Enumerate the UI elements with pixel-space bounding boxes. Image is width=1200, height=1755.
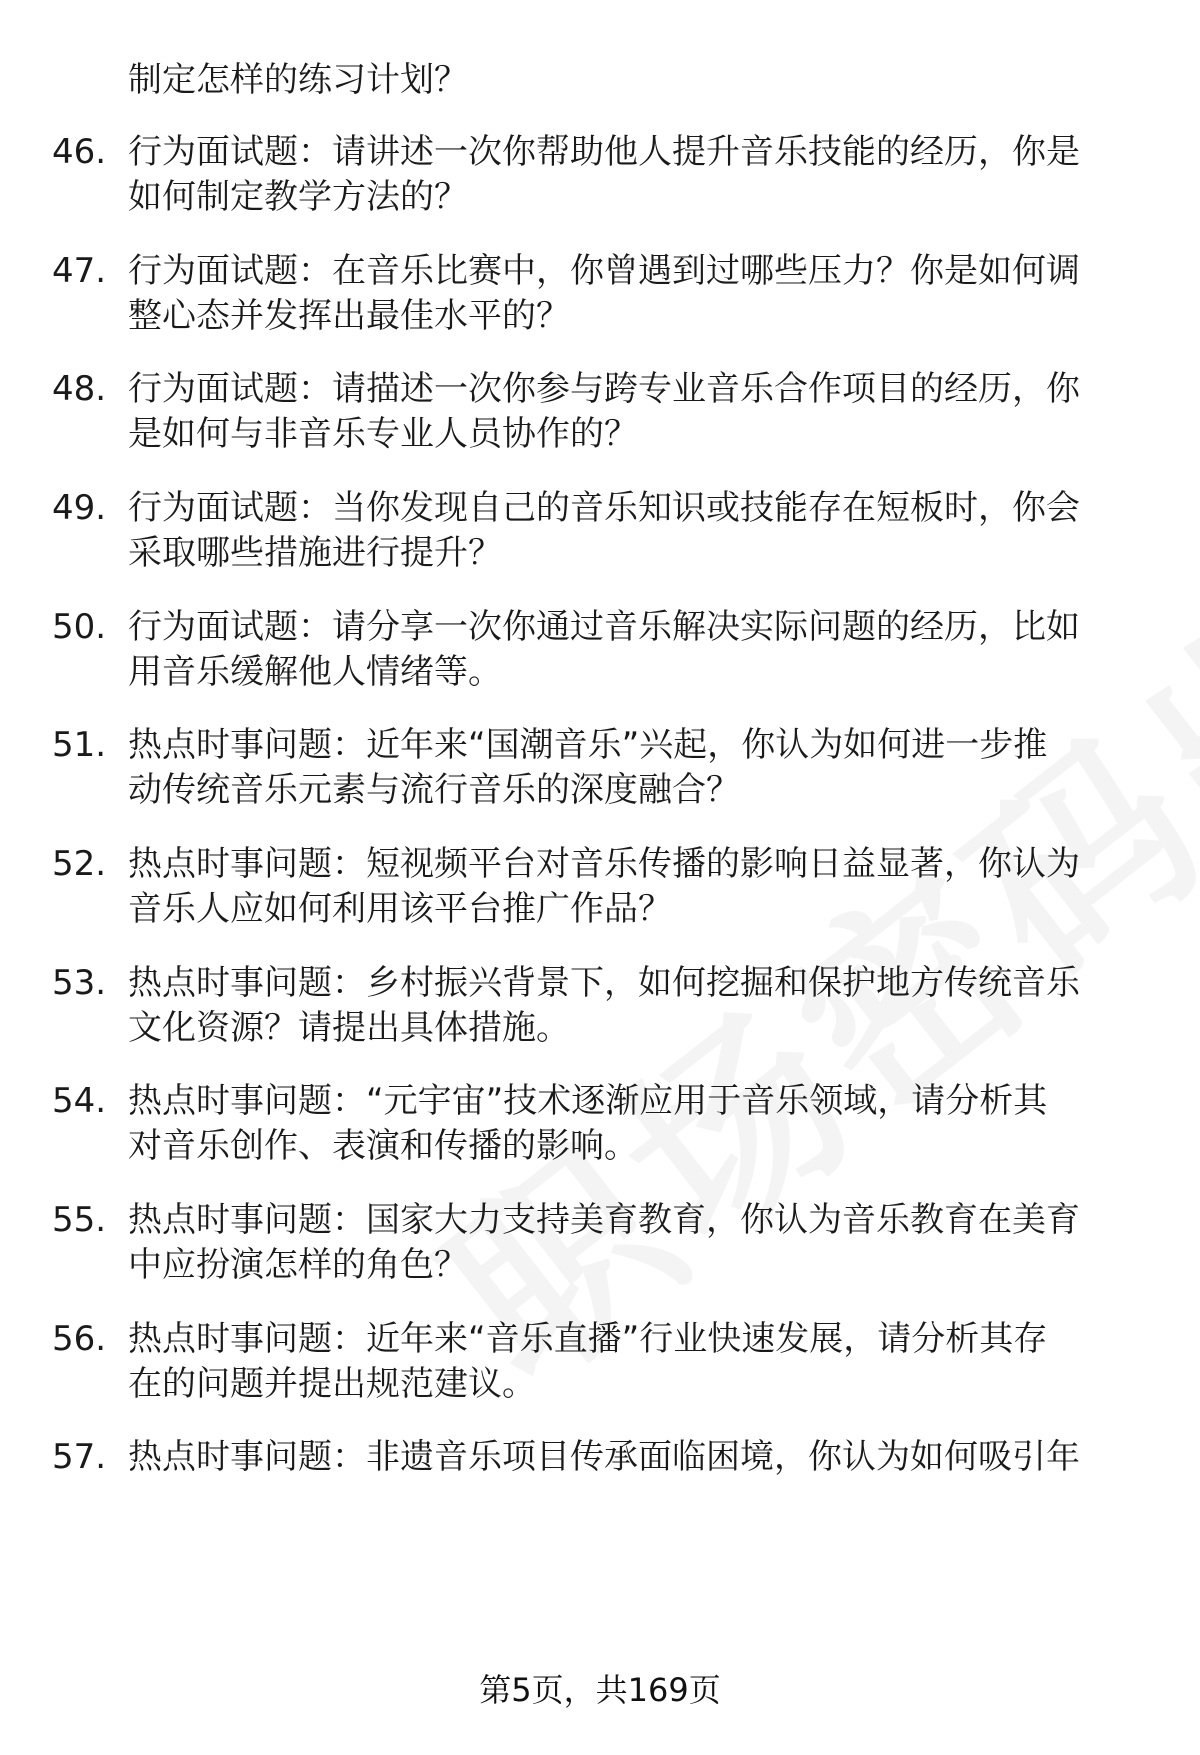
item-number: 56. <box>52 1319 107 1359</box>
item-number: 51. <box>52 725 107 765</box>
item-number: 57. <box>52 1437 107 1477</box>
item-text-line1: 行为面试题：当你发现自己的音乐知识或技能存在短板时，你会 <box>128 488 1080 528</box>
page-footer: 第5页，共169页 <box>479 1671 721 1709</box>
item-text-line2: 动传统音乐元素与流行音乐的深度融合？ <box>128 770 740 810</box>
item-text-line2: 在的问题并提出规范建议。 <box>128 1364 536 1404</box>
item-text-line2: 如何制定教学方法的？ <box>128 177 468 217</box>
item-number: 50. <box>52 607 107 647</box>
item-number: 48. <box>52 369 107 409</box>
item-text-line1: 热点时事问题：近年来“音乐直播”行业快速发展，请分析其存 <box>128 1319 1048 1359</box>
item-text-line2: 是如何与非音乐专业人员协作的？ <box>128 414 638 454</box>
item-number: 52. <box>52 844 107 884</box>
item-text-line2: 音乐人应如何利用该平台推广作品？ <box>128 889 672 929</box>
item-text-line1: 热点时事问题：近年来“国潮音乐”兴起，你认为如何进一步推 <box>128 725 1048 765</box>
item-text-line1: 行为面试题：请描述一次你参与跨专业音乐合作项目的经历，你 <box>128 369 1080 409</box>
item-text-line2: 中应扮演怎样的角色？ <box>128 1245 468 1285</box>
item-text-line1: 行为面试题：请分享一次你通过音乐解决实际问题的经历，比如 <box>128 607 1080 647</box>
item-text-line2: 整心态并发挥出最佳水平的？ <box>128 296 570 336</box>
item-text-line1: 热点时事问题：短视频平台对音乐传播的影响日益显著，你认为 <box>128 844 1080 884</box>
item-number: 46. <box>52 132 107 172</box>
continuation-text: 制定怎样的练习计划？ <box>128 60 468 100</box>
item-text-line1: 热点时事问题：乡村振兴背景下，如何挖掘和保护地方传统音乐 <box>128 963 1080 1003</box>
item-number: 54. <box>52 1081 107 1121</box>
item-number: 55. <box>52 1200 107 1240</box>
item-text-line2: 用音乐缓解他人情绪等。 <box>128 652 502 692</box>
item-text-line1: 行为面试题：请讲述一次你帮助他人提升音乐技能的经历，你是 <box>128 132 1080 172</box>
item-text-line1: 热点时事问题：国家大力支持美育教育，你认为音乐教育在美育 <box>128 1200 1080 1240</box>
item-text-line1: 热点时事问题：“元宇宙”技术逐渐应用于音乐领域，请分析其 <box>128 1081 1048 1121</box>
item-number: 49. <box>52 488 107 528</box>
item-text-line2: 文化资源？请提出具体措施。 <box>128 1008 570 1048</box>
item-number: 53. <box>52 963 107 1003</box>
item-number: 47. <box>52 251 107 291</box>
item-text-line1: 热点时事问题：非遗音乐项目传承面临困境，你认为如何吸引年 <box>128 1437 1080 1477</box>
item-text-line2: 对音乐创作、表演和传播的影响。 <box>128 1126 638 1166</box>
item-text-line2: 采取哪些措施进行提升？ <box>128 533 502 573</box>
item-text-line1: 行为面试题：在音乐比赛中，你曾遇到过哪些压力？你是如何调 <box>128 251 1080 291</box>
